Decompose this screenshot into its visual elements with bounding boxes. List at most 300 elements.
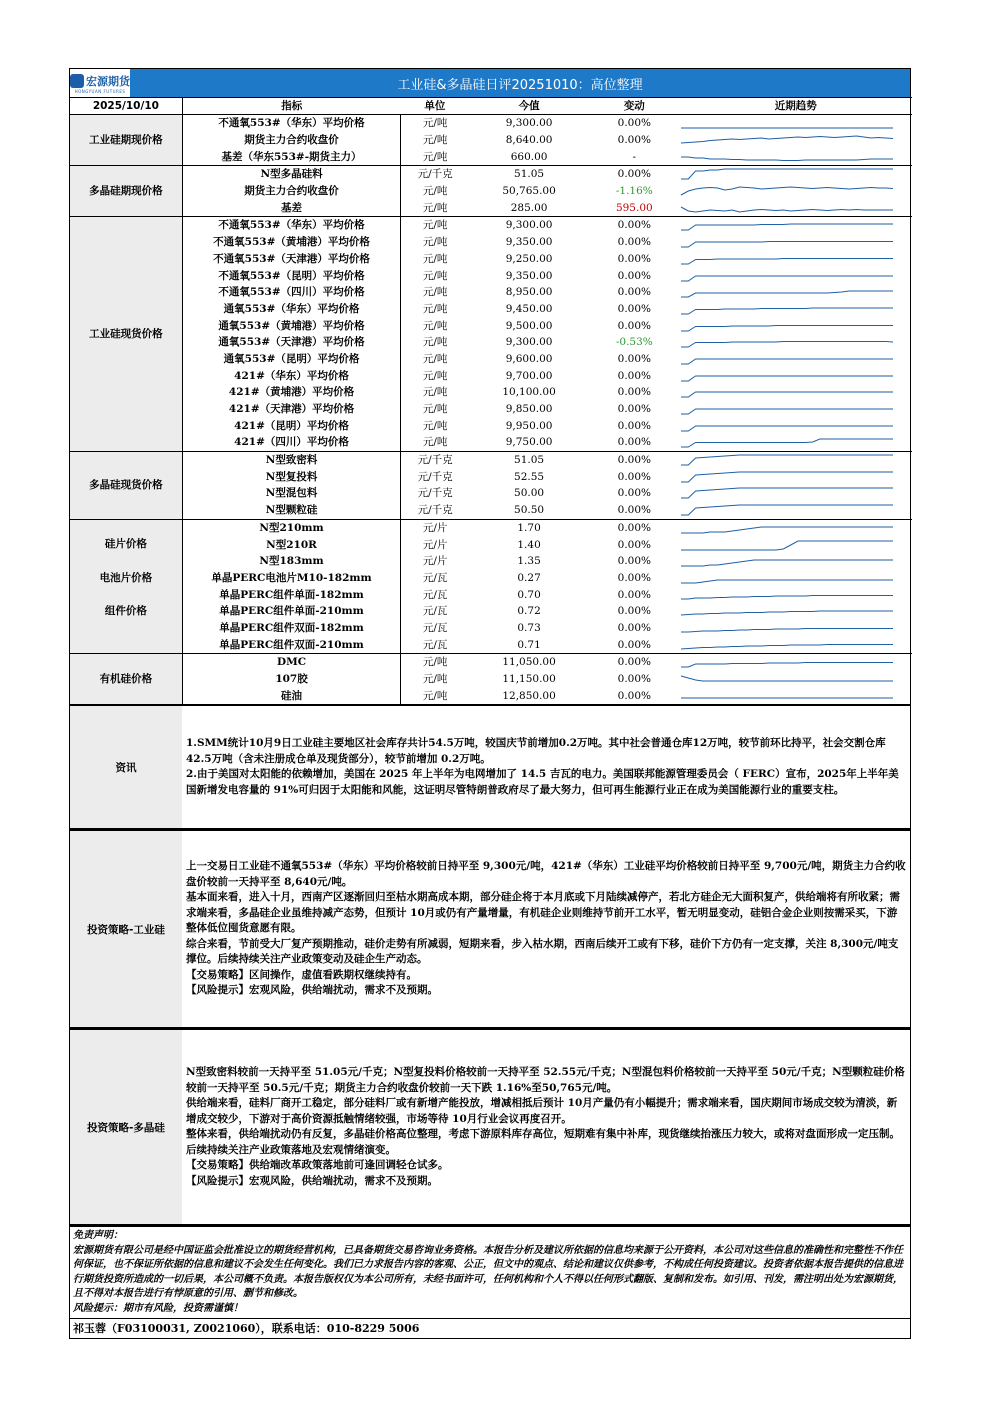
sparkline-chart (679, 435, 895, 449)
change-cell: 0.00% (617, 386, 651, 399)
unit-cell: 元/瓦 (422, 588, 448, 601)
sparkline-chart (679, 672, 895, 686)
indicator-name: N型复投料 (182, 468, 401, 485)
sparkline-chart (679, 604, 895, 618)
trend-sparkline (679, 519, 912, 536)
table-header-row (70, 98, 912, 115)
news-label: 资讯 (70, 706, 182, 828)
value-cell: 12,850.00 (502, 689, 556, 702)
value-cell: 11,050.00 (469, 654, 589, 671)
trend-sparkline (679, 485, 912, 502)
indicator-name: 421#（昆明）平均价格 (182, 417, 401, 434)
trend-sparkline (679, 434, 912, 451)
unit-cell: 元/瓦 (422, 571, 448, 584)
indicator-name: 期货主力合约收盘价 (182, 132, 401, 149)
sparkline-chart (679, 655, 895, 669)
table-row (70, 384, 912, 401)
unit-cell: 元/吨 (422, 286, 448, 299)
change-cell: 0.00% (617, 470, 651, 483)
indicator-name: N型210mm (182, 519, 401, 536)
indicator-name: 107胶 (182, 671, 401, 688)
change-cell: 595.00 (615, 201, 653, 214)
trend-sparkline (679, 284, 912, 301)
category-label: 多晶硅现货价格 (70, 451, 182, 519)
col-value: 今值 (469, 98, 589, 115)
unit-cell: 元/千克 (417, 504, 453, 517)
trend-sparkline (679, 367, 912, 384)
sparkline-chart (679, 638, 895, 652)
sparkline-line (681, 359, 893, 364)
sparkline-line (681, 157, 893, 161)
sparkline-line (681, 644, 893, 649)
sparkline-line (681, 392, 893, 397)
table-row (70, 267, 912, 284)
table-row (70, 301, 912, 318)
change-cell: 0.00% (617, 302, 651, 315)
disclaimer (69, 1225, 911, 1319)
sparkline-line (681, 505, 893, 515)
table-row (70, 671, 912, 688)
sparkline-line (681, 628, 893, 632)
change-cell: 0.00% (617, 588, 651, 601)
price-table (70, 97, 912, 704)
sparkline-chart (679, 571, 895, 585)
sparkline-chart (679, 521, 895, 535)
table-row (70, 553, 912, 570)
trend-sparkline (679, 148, 912, 165)
change-cell: 0.00% (589, 115, 679, 132)
sparkline-line (681, 560, 893, 566)
trend-sparkline (679, 620, 912, 637)
strategy-si-block (69, 829, 911, 1028)
value-cell: 50,765.00 (502, 185, 556, 198)
table-row (70, 166, 912, 183)
trend-sparkline (679, 234, 912, 251)
value-cell: 11,150.00 (502, 673, 556, 686)
sparkline-line (681, 291, 893, 297)
table-row (70, 115, 912, 132)
sparkline-chart (679, 319, 895, 333)
trend-sparkline (679, 334, 912, 351)
sparkline-chart (679, 588, 895, 602)
value-cell: 51.05 (469, 451, 589, 468)
change-cell: 0.00% (617, 252, 651, 265)
news-paragraph: 2.由于美国对太阳能的依赖增加，美国在 2025 年上半年为电网增加了 14.5 吉瓦的电力。美国联邦能源管理委员会（ FERC）宣布，2025年上半年美国新增发电容量的 91%可归因于太阳能和风能，这证明尽管特朗普政府尽了最大努力，但可再生能源行业正在成为美国能源行业的重要支柱。 (186, 768, 899, 796)
sparkline-chart (679, 554, 895, 568)
trend-sparkline (679, 183, 912, 200)
change-cell: 0.00% (617, 436, 651, 449)
value-cell: 0.70 (517, 588, 541, 601)
change-cell: -0.53% (615, 336, 653, 349)
sparkline-line (681, 342, 893, 348)
analyst-contact: 祁玉蓉（F03100031, Z0021060），联系电话：010-8229 5006 (69, 1319, 911, 1339)
indicator-name: 不通氧553#（昆明）平均价格 (182, 267, 401, 284)
value-cell: 9,250.00 (505, 252, 553, 265)
unit-cell: 元/千克 (417, 487, 453, 500)
table-row (70, 570, 912, 587)
change-cell: 0.00% (617, 571, 651, 584)
change-cell: 0.00% (617, 269, 651, 282)
disclaimer-title: 免责声明： (73, 1230, 123, 1242)
sparkline-line (681, 276, 893, 281)
sparkline-chart (679, 302, 895, 316)
sparkline-chart (679, 218, 895, 232)
change-cell: 0.00% (617, 538, 651, 551)
strategy-paragraph: N型致密料较前一天持平至 51.05元/千克；N型复投料价格较前一天持平至 52.55元/千克；N型混包料价格较前一天持平至 50元/千克；N型颗粒硅价格较前一天持平至 50.5元/千克；期货主力合约收盘价较前一天下跌 1.16%至50,765元/吨。 (186, 1066, 905, 1094)
indicator-name: 不通氧553#（天津港）平均价格 (182, 251, 401, 268)
indicator-name: 421#（四川）平均价格 (182, 434, 401, 451)
change-cell: 0.00% (617, 487, 651, 500)
sparkline-line (681, 224, 893, 230)
unit-cell: 元/吨 (422, 201, 448, 214)
strategy-si-text (182, 831, 910, 1027)
change-cell: 0.00% (617, 403, 651, 416)
unit-cell: 元/吨 (422, 403, 448, 416)
sparkline-chart (679, 385, 895, 399)
sparkline-line (681, 426, 893, 431)
indicator-name: 通氧553#（天津港）平均价格 (182, 334, 401, 351)
category-sublabel: 电池片价格 (99, 571, 153, 584)
strategy-poly-block (69, 1028, 911, 1225)
value-cell: 0.27 (517, 571, 541, 584)
indicator-name: 通氧553#（昆明）平均价格 (182, 351, 401, 368)
indicator-name: 单晶PERC组件双面-210mm (182, 636, 401, 653)
table-row (70, 654, 912, 671)
table-row (70, 234, 912, 251)
indicator-name: 不通氧553#（华东）平均价格 (182, 115, 401, 132)
value-cell: 9,950.00 (505, 419, 553, 432)
category-label: 工业硅期现价格 (70, 115, 182, 166)
category-label: 有机硅价格 (70, 654, 182, 705)
sparkline-chart (679, 402, 895, 416)
disclaimer-body: 宏源期货有限公司是经中国证监会批准设立的期货经营机构，已具备期货交易咨询业务资格。本报告分析及建议所依据的信息均来源于公开资料，本公司对这些信息的准确性和完整性不作任何保证，也不保证所依据的信息和建议不会发生任何变化。我们已力求报告内容的客观、公正，但文中的观点、结论和建议仅供参考，不构成任何投资建议。投资者依据本报告提供的信息进行期货投资所造成的一切后果，本公司概不负责。本报告版权仅为本公司所有，未经书面许可，任何机构和个人不得以任何形式翻版、复制和发布。如引用、刊发，需注明出处为宏源期货，且不得对本报告进行有悖原意的引用、删节和修改。 (73, 1244, 903, 1300)
report-header (69, 68, 911, 97)
category-sublabel: 硅片价格 (104, 538, 147, 551)
indicator-name: N型多晶硅料 (182, 166, 401, 183)
category-label: 多晶硅期现价格 (70, 166, 182, 217)
trend-sparkline (679, 267, 912, 284)
sparkline-chart (679, 269, 895, 283)
strategy-paragraph: 上一交易日工业硅不通氧553#（华东）平均价格较前日持平至 9,300元/吨，421#（华东）工业硅平均价格较前日持平至 9,700元/吨，期货主力合约收盘价较前一天持平至 8,640元/吨。 (186, 860, 906, 888)
sparkline-chart (679, 133, 895, 147)
unit-cell: 元/吨 (401, 115, 469, 132)
sparkline-chart (679, 470, 895, 484)
sparkline-chart (679, 503, 895, 517)
indicator-name: 单晶PERC组件双面-182mm (182, 620, 401, 637)
category-sublabel: 组件价格 (104, 605, 147, 617)
sparkline-chart (679, 453, 895, 467)
sparkline-line (681, 308, 893, 314)
indicator-name: 421#（华东）平均价格 (182, 367, 401, 384)
value-cell: 50.00 (514, 487, 545, 500)
change-cell: 0.00% (617, 419, 651, 432)
trend-sparkline (679, 384, 912, 401)
indicator-name: N型颗粒硅 (182, 502, 401, 519)
sparkline-line (681, 376, 893, 381)
strategy-paragraph: 整体来看，供给端扰动仍有反复，多晶硅价格高位整理，考虑下游原料库存高位，短期难有集中补库，现货继续抬涨压力较大，或将对盘面形成一定压制。后续持续关注产业政策落地及宏观情绪演变。 (186, 1128, 900, 1156)
table-row (70, 636, 912, 653)
price-table-wrap (69, 97, 911, 704)
sparkline-line (681, 187, 893, 195)
unit-cell: 元/千克 (401, 166, 469, 183)
unit-cell: 元/吨 (401, 217, 469, 234)
change-cell: 0.00% (617, 555, 651, 568)
trend-sparkline (679, 166, 912, 183)
indicator-name: 不通氧553#（黄埔港）平均价格 (182, 234, 401, 251)
unit-cell: 元/吨 (422, 236, 448, 249)
change-cell: 0.00% (589, 451, 679, 468)
value-cell: 9,300.00 (469, 217, 589, 234)
value-cell: 9,850.00 (505, 403, 553, 416)
logo-name: 宏源期货 (86, 74, 130, 88)
unit-cell: 元/吨 (422, 134, 448, 147)
change-cell: 0.00% (589, 217, 679, 234)
sparkline-chart (679, 235, 895, 249)
value-cell: 9,350.00 (505, 269, 553, 282)
value-cell: 50.50 (514, 504, 545, 517)
table-row (70, 603, 912, 620)
indicator-name: 单晶PERC电池片M10-182mm (182, 570, 401, 587)
change-cell: 0.00% (617, 621, 651, 634)
value-cell: 9,300.00 (469, 115, 589, 132)
unit-cell: 元/吨 (422, 150, 448, 163)
indicator-name: 单晶PERC组件单面-182mm (182, 586, 401, 603)
table-row (70, 586, 912, 603)
change-cell: - (632, 150, 637, 163)
sparkline-line (681, 580, 893, 583)
indicator-name: 基差（华东553#-期货主力） (182, 148, 401, 165)
trend-sparkline (679, 401, 912, 418)
sparkline-line (681, 455, 893, 465)
table-row (70, 451, 912, 468)
value-cell: 0.73 (517, 621, 541, 634)
table-row (70, 434, 912, 451)
trend-sparkline (679, 417, 912, 434)
unit-cell: 元/片 (401, 519, 469, 536)
trend-sparkline (679, 217, 912, 234)
table-row (70, 351, 912, 368)
indicator-name: N型混包料 (182, 485, 401, 502)
value-cell: 9,350.00 (505, 236, 553, 249)
value-cell: 9,500.00 (505, 319, 553, 332)
trend-sparkline (679, 536, 912, 553)
sparkline-chart (679, 352, 895, 366)
trend-sparkline (679, 654, 912, 671)
trend-sparkline (679, 132, 912, 149)
sparkline-chart (679, 419, 895, 433)
change-cell: 0.00% (589, 166, 679, 183)
logo-en: HONGYUAN FUTURES (74, 88, 126, 94)
unit-cell: 元/吨 (422, 436, 448, 449)
sparkline-chart (679, 150, 895, 164)
unit-cell: 元/吨 (422, 302, 448, 315)
unit-cell: 元/吨 (422, 419, 448, 432)
indicator-name: N型致密料 (182, 451, 401, 468)
unit-cell: 元/瓦 (422, 638, 448, 651)
trend-sparkline (679, 317, 912, 334)
value-cell: 285.00 (510, 201, 548, 214)
trend-sparkline (679, 468, 912, 485)
sparkline-line (681, 488, 893, 498)
indicator-name: 单晶PERC组件单面-210mm (182, 603, 401, 620)
unit-cell: 元/吨 (422, 352, 448, 365)
table-row (70, 317, 912, 334)
table-row (70, 468, 912, 485)
value-cell: 9,750.00 (505, 436, 553, 449)
change-cell: 0.00% (617, 319, 651, 332)
trend-sparkline (679, 301, 912, 318)
sparkline-line (681, 663, 893, 668)
change-cell: 0.00% (617, 286, 651, 299)
col-trend: 近期趋势 (679, 98, 912, 115)
category-label (70, 519, 182, 654)
table-row (70, 199, 912, 216)
indicator-name: 421#（黄埔港）平均价格 (182, 384, 401, 401)
unit-cell: 元/吨 (422, 689, 448, 702)
trend-sparkline (679, 351, 912, 368)
unit-cell: 元/瓦 (422, 621, 448, 634)
sparkline-line (681, 595, 893, 599)
indicator-name: DMC (182, 654, 401, 671)
value-cell: 1.70 (469, 519, 589, 536)
company-logo (70, 69, 130, 97)
value-cell: 51.05 (469, 166, 589, 183)
trend-sparkline (679, 687, 912, 704)
change-cell: -1.16% (615, 185, 653, 198)
change-cell: 0.00% (589, 519, 679, 536)
category-label: 工业硅现货价格 (70, 217, 182, 452)
table-row (70, 217, 912, 234)
sparkline-line (681, 325, 893, 331)
table-row (70, 485, 912, 502)
value-cell: 0.71 (517, 638, 541, 651)
table-row (70, 687, 912, 704)
value-cell: 52.55 (514, 470, 545, 483)
sparkline-chart (679, 285, 895, 299)
report-title: 工业硅&多晶硅日评20251010：高位整理 (130, 69, 910, 97)
value-cell: 9,700.00 (505, 369, 553, 382)
trend-sparkline (679, 553, 912, 570)
sparkline-chart (679, 538, 895, 552)
sparkline-chart (679, 621, 895, 635)
strategy-poly-text (182, 1030, 910, 1224)
trend-sparkline (679, 603, 912, 620)
table-row (70, 334, 912, 351)
news-block (69, 704, 911, 829)
strategy-poly-label: 投资策略-多晶硅 (70, 1030, 182, 1224)
change-cell: 0.00% (617, 236, 651, 249)
table-row (70, 401, 912, 418)
table-row (70, 502, 912, 519)
unit-cell: 元/片 (422, 555, 448, 568)
strategy-paragraph: 基本面来看，进入十月，西南产区逐渐回归至枯水期高成本期，部分硅企将于本月底或下月陆续减停产，若北方硅企无大面积复产，供给端将有所收紧；需求端来看，多晶硅企业虽维持减产态势，但预计 10月或仍有产量增量，有机硅企业则维持节前开工水平，暂无明显变动，硅铝合金企业则按需采买，下游整体低位囤货意愿有限。 (186, 891, 900, 935)
sparkline-line (681, 439, 893, 447)
unit-cell: 元/片 (422, 538, 448, 551)
unit-cell: 元/吨 (422, 336, 448, 349)
value-cell: 660.00 (510, 150, 548, 163)
sparkline-line (681, 136, 893, 143)
report-page (69, 68, 911, 1339)
indicator-name: N型210R (182, 536, 401, 553)
unit-cell: 元/吨 (401, 654, 469, 671)
sparkline-line (681, 242, 893, 248)
strategy-paragraph: 供给端来看，硅料厂商开工稳定，部分硅料厂或有新增产能投放，增减相抵后预计 10月产量仍有小幅提升；需求端来看，国庆期间市场成交较为清淡，新增成交较少，下游对于高价资源抵触情绪较强，市场等待 10月行业会议再度召开。 (186, 1097, 898, 1125)
table-row (70, 620, 912, 637)
table-row (70, 183, 912, 200)
sparkline-line (681, 409, 893, 414)
col-indicator: 指标 (182, 98, 401, 115)
sparkline-chart (679, 201, 895, 215)
value-cell: 10,100.00 (502, 386, 556, 399)
change-cell: 0.00% (617, 638, 651, 651)
change-cell: 0.00% (617, 605, 651, 618)
strategy-paragraph: 【风险提示】宏观风险，供给端扰动，需求不及预期。 (186, 984, 438, 997)
sparkline-chart (679, 369, 895, 383)
table-row (70, 519, 912, 536)
trend-sparkline (679, 586, 912, 603)
sparkline-chart (679, 167, 895, 181)
table-row (70, 148, 912, 165)
indicator-name: 基差 (182, 199, 401, 216)
sparkline-chart (679, 689, 895, 703)
news-paragraph: 1.SMM统计10月9日工业硅主要地区社会库存共计54.5万吨，较国庆节前增加0.2万吨。其中社会普通仓库12万吨，较节前环比持平，社会交割仓库42.5万吨（含未注册成仓单及现货部分），较节前增加 0.2万吨。 (186, 737, 886, 765)
indicator-name: N型183mm (182, 553, 401, 570)
sparkline-line (681, 207, 893, 212)
unit-cell: 元/吨 (422, 369, 448, 382)
trend-sparkline (679, 451, 912, 468)
col-unit: 单位 (401, 98, 469, 115)
trend-sparkline (679, 502, 912, 519)
value-cell: 9,300.00 (505, 336, 553, 349)
indicator-name: 期货主力合约收盘价 (182, 183, 401, 200)
sparkline-chart (679, 486, 895, 500)
sparkline-line (681, 169, 893, 179)
news-text (182, 706, 910, 828)
change-cell: 0.00% (617, 689, 651, 702)
disclaimer-risk: 风险提示：期市有风险，投资需谨慎！ (73, 1302, 243, 1314)
trend-sparkline (679, 671, 912, 688)
change-cell: 0.00% (617, 352, 651, 365)
sparkline-line (681, 472, 893, 482)
sparkline-line (681, 611, 893, 615)
col-change: 变动 (589, 98, 679, 115)
sparkline-line (681, 258, 893, 264)
value-cell: 8,950.00 (505, 286, 553, 299)
table-row (70, 417, 912, 434)
sparkline-line (681, 541, 893, 550)
change-cell: 0.00% (589, 654, 679, 671)
unit-cell: 元/吨 (422, 673, 448, 686)
unit-cell: 元/千克 (417, 470, 453, 483)
value-cell: 8,640.00 (505, 134, 553, 147)
strategy-paragraph: 综合来看，节前受大厂复产预期推动，硅价走势有所减弱，短期来看，步入枯水期，西南后续开工或有下移，硅价下方仍有一定支撑，关注 8,300元/吨支撑位。后续持续关注产业政策变动及硅企生产动态。 (186, 937, 899, 966)
change-cell: 0.00% (617, 673, 651, 686)
strategy-paragraph: 【风险提示】宏观风险，供给端扰动，需求不及预期。 (186, 1174, 438, 1187)
trend-sparkline (679, 199, 912, 216)
value-cell: 9,600.00 (505, 352, 553, 365)
indicator-name: 不通氧553#（四川）平均价格 (182, 284, 401, 301)
trend-sparkline (679, 115, 912, 132)
value-cell: 1.40 (517, 538, 541, 551)
indicator-name: 不通氧553#（华东）平均价格 (182, 217, 401, 234)
sparkline-line (681, 676, 893, 681)
change-cell: 0.00% (617, 369, 651, 382)
indicator-name: 通氧553#（华东）平均价格 (182, 301, 401, 318)
strategy-paragraph: 【交易策略】供给端改革政策落地前可逢回调轻仓试多。 (186, 1159, 449, 1172)
unit-cell: 元/吨 (422, 185, 448, 198)
unit-cell: 元/吨 (422, 252, 448, 265)
logo-mark-icon (70, 74, 84, 88)
